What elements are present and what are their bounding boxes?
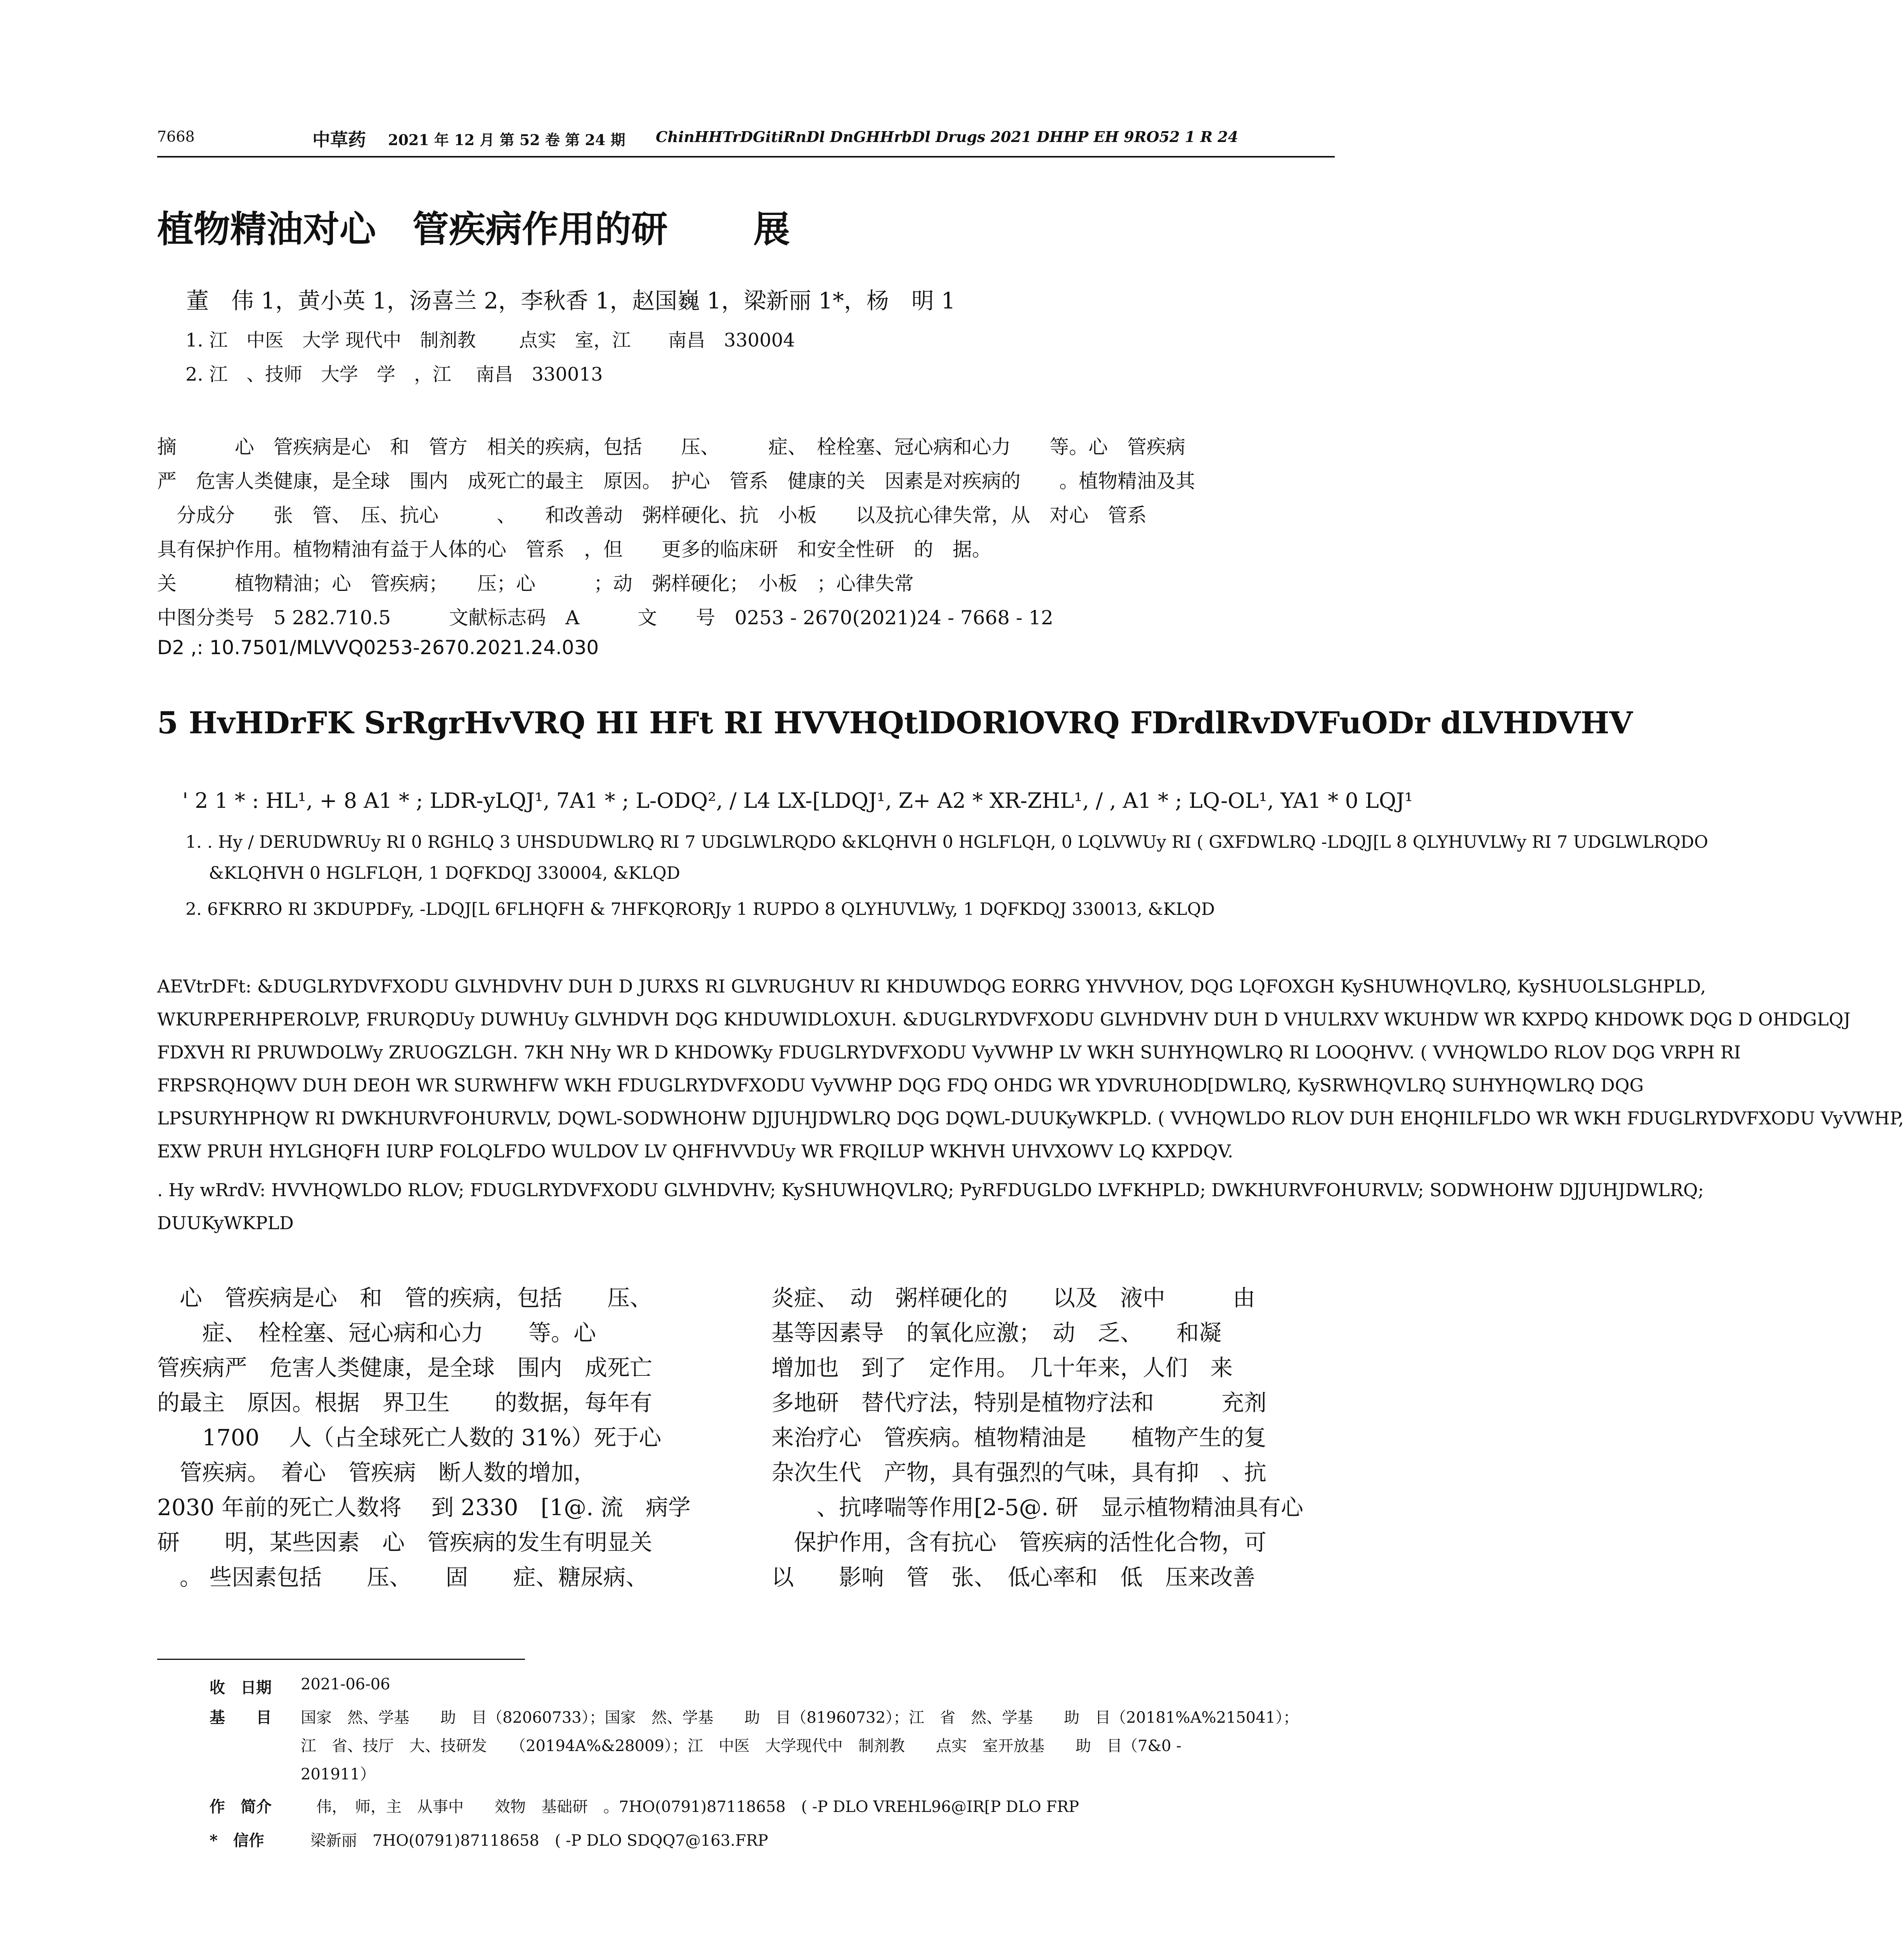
header-rule — [157, 156, 1335, 158]
body-left-line: 。 些因素包括 压、 固 症、糖尿病、 — [157, 1564, 648, 1590]
body-left-line: 管疾病。 着心 管疾病 断人数的增加， — [157, 1459, 596, 1486]
author-bio-label: 作 简介 — [210, 1798, 272, 1816]
keywords-cn: 关 植物精油；心 管疾病； 压；心 ；动 粥样硬化； 小板 ；心律失常 — [157, 572, 914, 595]
corresponding-author: 梁新丽 7HO(0791)87118658 ( -P DLO SDQQ7@163.FRP — [310, 1832, 768, 1850]
body-left-line: 研 明，某些因素 心 管疾病的发生有明显关 — [157, 1529, 653, 1555]
fund-line: 江 省、技厅 大、技研发 （20194A%&28009）；江 中医 大学现代中 制剂教 点实 室开放基 助 目（7&0 - — [301, 1737, 1182, 1755]
body-left-line: 管疾病严 危害人类健康，是全球 围内 成死亡 — [157, 1355, 653, 1381]
abstract-cn-line: 具有保护作用。植物精油有益于人体的心 管系 ，但 更多的临床研 和安全性研 的 据。 — [157, 538, 991, 561]
doi-line: D2 ,: 10.7501/MLVVQ0253-2670.2021.24.030 — [157, 636, 599, 659]
keywords-en: . Hy wRrdV: HVVHQWLDO RLOV; FDUGLRYDVFXODU GLVHDVHV; KySHUWHQVLRQ; PyRFDUGLDO LVFKHPLD; DWKHURVFOHURVLV; SODWHOHW DJJUHJDWLRQ; — [157, 1180, 1704, 1200]
received-date: 2021-06-06 — [301, 1675, 390, 1693]
body-left-line: 心 管疾病是心 和 管的疾病，包括 压、 — [157, 1285, 653, 1311]
classification-line: 中图分类号 5 282.710.5 文献标志码 A 文 号 0253 - 2670(2021)24 - 7668 - 12 — [157, 606, 1053, 629]
body-left-line: 2030 年前的死亡人数将 到 2330 [1@. 流 病学 — [157, 1494, 691, 1521]
affiliation-cn-2: 2. 江 、技师 大学 学 ，江 南昌 330013 — [185, 364, 603, 385]
body-right-line: 增加也 到了 定作用。 几十年来，人们 来 — [771, 1355, 1233, 1381]
article-title-cn: 植物精油对心 管疾病作用的研 展 — [157, 208, 790, 251]
abstract-cn-line: 分成分 张 管、 压、抗心 、 和改善动 粥样硬化、抗 小板 以及抗心律失常，从 对心 管系 — [157, 504, 1147, 527]
authors-cn: 董 伟 1，黄小英 1，汤喜兰 2，李秋香 1，赵国巍 1，梁新丽 1*，杨 明 1 — [186, 288, 956, 314]
affiliation-en-line: &KLQHVH 0 HGLFLQH, 1 DQFKDQJ 330004, &KLQD — [209, 863, 680, 883]
page-number: 7668 — [157, 128, 195, 145]
abstract-en-line: FDXVH RI PRUWDOLWy ZRUOGZLGH. 7KH NHy WR D KHDOWKy FDUGLRYDVFXODU VyVWHP LV WKH SUHYHQWLRQ RI LOOQHVV. ( VVHQWLDO RLOV DQG VRPH RI — [157, 1042, 1741, 1063]
corresponding-label: * 信作 — [210, 1831, 264, 1850]
body-right-line: 来治疗心 管疾病。植物精油是 植物产生的复 — [771, 1424, 1267, 1451]
keywords-en-cont: DUUKyWKPLD — [157, 1212, 294, 1233]
body-right-line: 、抗哮喘等作用[2-5@. 研 显示植物精油具有心 — [771, 1494, 1303, 1521]
abstract-en-line: FRPSRQHQWV DUH DEOH WR SURWHFW WKH FDUGLRYDVFXODU VyVWHP DQG FDQ OHDG WR YDVRUHOD[DWLRQ, KySRWHQVLRQ SUHYHQWLRQ DQG — [157, 1075, 1644, 1096]
body-right-line: 多地研 替代疗法，特别是植物疗法和 充剂 — [771, 1389, 1267, 1416]
authors-en: ' 2 1 * : HL¹, + 8 A1 * ; LDR-yLQJ¹, 7A1 * ; L-ODQ², / L4 LX-[LDQJ¹, Z+ A2 * XR-ZHL¹, / , A1 * ; LQ-OL¹, YA1 * 0 LQJ¹ — [182, 788, 1413, 813]
abstract-cn-line: 严 危害人类健康，是全球 围内 成死亡的最主 原因。 护心 管系 健康的关 因素是对疾病的 。植物精油及其 — [157, 470, 1195, 492]
journal-name-cn: 中草药 — [312, 129, 366, 150]
abstract-en-line: WKURPERHPEROLVP, FRURQDUy DUWHUy GLVHDVH DQG KHDUWIDLOXUH. &DUGLRYDVFXODU GLVHDVHV DUH D VHULRXV WKUHDW WR KXPDQ KHDOWK DQG D OHDGLQJ — [157, 1009, 1851, 1030]
fund-line: 国家 然、学基 助 目（82060733）；国家 然、学基 助 目（81960732）；江 省 然、学基 助 目（20181%A%215041）； — [301, 1709, 1299, 1727]
body-left-line: 症、 栓栓塞、冠心病和心力 等。心 — [157, 1320, 596, 1346]
body-right-line: 以 影响 管 张、 低心率和 低 压来改善 — [771, 1564, 1256, 1590]
body-left-line: 的最主 原因。根据 界卫生 的数据，每年有 — [157, 1389, 653, 1416]
affiliation-en-line: 1. . Hy / DERUDWRUy RI 0 RGHLQ 3 UHSDUDWLRQ RI 7 UDGLWLRQDO &KLQHVH 0 HGLFLQH, 0 LQLVWUy RI ( GXFDWLRQ -LDQJ[L 8 QLYHUVLWy RI 7 UDGLWLRQDO — [185, 832, 1708, 852]
abstract-en-line: AEVtrDFt: &DUGLRYDVFXODU GLVHDVHV DUH D JURXS RI GLVRUGHUV RI KHDUWDQG EORRG YHVVHOV, DQG LQFOXGH KySHUWHQVLRQ, KySHUOLSLGHPLD, — [157, 976, 1706, 997]
fund-line: 201911） — [301, 1765, 376, 1783]
fund-label: 基 目 — [210, 1708, 272, 1727]
issue-cn: 2021 年 12 月 第 52 卷 第 24 期 — [388, 131, 625, 149]
article-title-en: 5 HvHDrFK SrRgrHvVRQ HI HFt RI HVVHQtlDORlOVRQ FDrdlRvDVFuODr dLVHDVHV — [157, 705, 1633, 741]
received-label: 收 日期 — [210, 1678, 272, 1697]
author-bio: 伟， 师，主 从事中 效物 基础研 。7HO(0791)87118658 ( -P DLO VREHL96@IR[P DLO FRP — [301, 1798, 1079, 1816]
abstract-cn-line: 摘 心 管疾病是心 和 管方 相关的疾病，包括 压、 症、 栓栓塞、冠心病和心力 等。心 管疾病 — [157, 436, 1185, 458]
footnote-rule — [157, 1659, 525, 1660]
abstract-en-line: EXW PRUH HYLGHQFH IURP FOLQLFDO WULDOV LV QHFHVVDUy WR FRQILUP WKHVH UHVXOWV LQ KXPDQV. — [157, 1141, 1234, 1162]
body-right-line: 基等因素导 的氧化应激； 动 乏、 和凝 — [771, 1320, 1222, 1346]
affiliation-cn-1: 1. 江 中医 大学 现代中 制剂教 点实 室，江 南昌 330004 — [185, 329, 795, 351]
abstract-en-line: LPSURYHPHQW RI DWKHURVFOHURVLV, DQWL-SODWHOHW DJJUHJDWLRQ DQG DQWL-DUUKyWKPLD. ( VVHQWLDO RLOV DUH EHQHILFLDO WR WKH FDUGLRYDVFXODU VyVWHP, — [157, 1108, 1904, 1129]
body-right-line: 杂次生代 产物，具有强烈的气味，具有抑 、抗 — [771, 1459, 1267, 1486]
affiliation-en-line: 2. 6FKRRO RI 3KDUPDFy, -LDQJ[L 6FLHQFH & 7HFKQRORJy 1 RUPDO 8 QLYHUVLWy, 1 DQFKDQJ 330013, &KLQD — [185, 899, 1215, 919]
body-right-line: 保护作用，含有抗心 管疾病的活性化合物，可 — [771, 1529, 1267, 1555]
issue-en: ChinHHTrDGitiRnDl DnGHHrbDl Drugs 2021 DHHP EH 9RO52 1 R 24 — [656, 128, 1239, 146]
body-left-line: 1700 人（占全球死亡人数的 31%）死于心 — [157, 1424, 662, 1451]
body-right-line: 炎症、 动 粥样硬化的 以及 液中 由 — [771, 1285, 1256, 1311]
